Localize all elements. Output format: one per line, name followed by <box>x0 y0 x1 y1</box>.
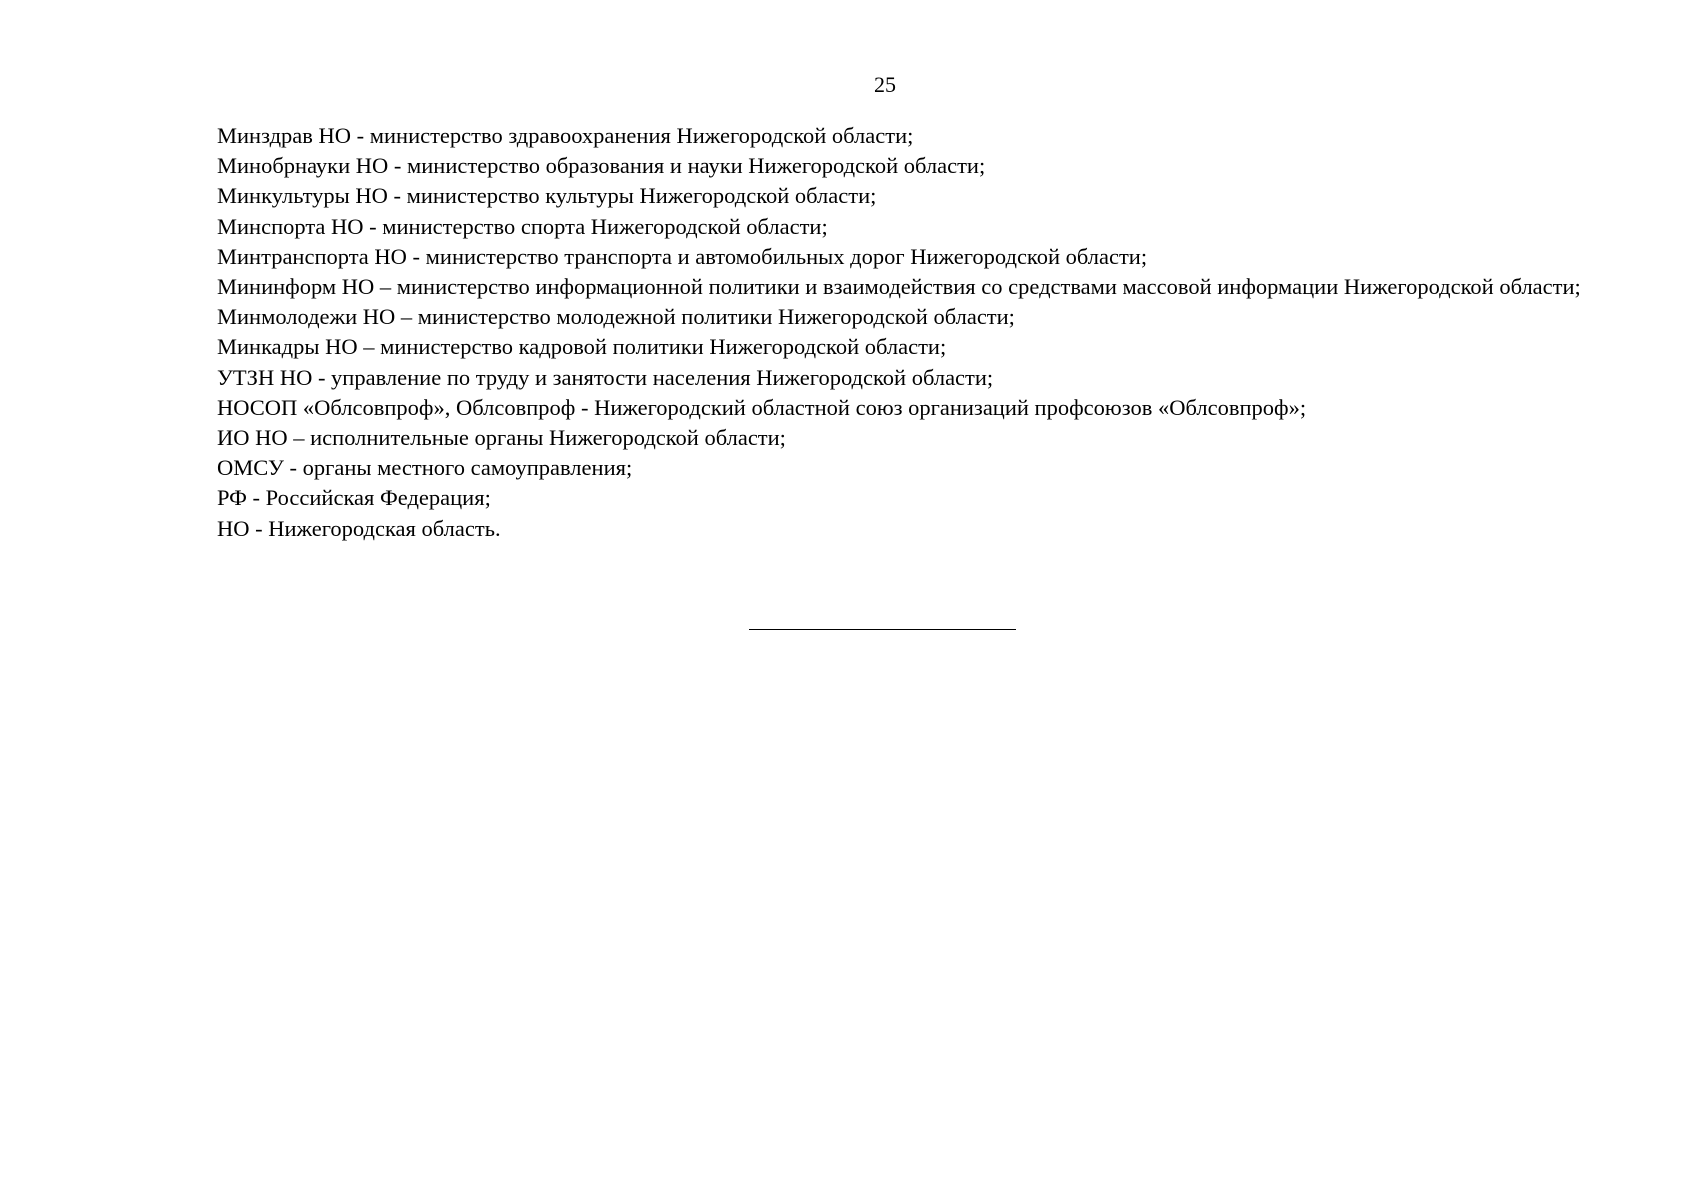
end-divider-line <box>749 629 1016 630</box>
abbreviation-item: ОМСУ - органы местного самоуправления; <box>217 455 633 481</box>
abbreviation-item: Минобрнауки НО - министерство образования и науки Нижегородской области; <box>217 153 986 179</box>
abbreviation-item: РФ - Российская Федерация; <box>217 485 491 511</box>
abbreviation-item: Минздрав НО - министерство здравоохранения Нижегородской области; <box>217 123 914 148</box>
abbreviation-item: Минмолодежи НО – министерство молодежной политики Нижегородской области; <box>217 304 1015 330</box>
abbreviation-item: Минспорта НО - министерство спорта Нижегородской области; <box>217 213 828 239</box>
page-number: 25 <box>874 72 896 97</box>
abbreviation-list <box>144 121 1622 544</box>
abbreviation-item: Минкультуры НО - министерство культуры Нижегородской области; <box>217 183 877 209</box>
abbreviation-item: Минкадры НО – министерство кадровой политики Нижегородской области; <box>217 334 947 360</box>
abbreviation-item: НО - Нижегородская область. <box>217 515 501 541</box>
abbreviation-item: Минтранспорта НО - министерство транспорта и автомобильных дорог Нижегородской области; <box>217 243 1148 269</box>
abbreviation-item: УТЗН НО - управление по труду и занятости населения Нижегородской области; <box>217 364 994 390</box>
abbreviation-item: Мининформ НО – министерство информационной политики и взаимодействия со средствами массовой информации Нижегородской области; <box>217 274 1581 300</box>
abbreviation-item: ИО НО – исполнительные органы Нижегородской области; <box>217 425 786 451</box>
abbreviation-item: НОСОП «Облсовпроф», Облсовпроф - Нижегородский областной союз организаций профсоюзов «Облсовпроф»; <box>217 394 1307 420</box>
